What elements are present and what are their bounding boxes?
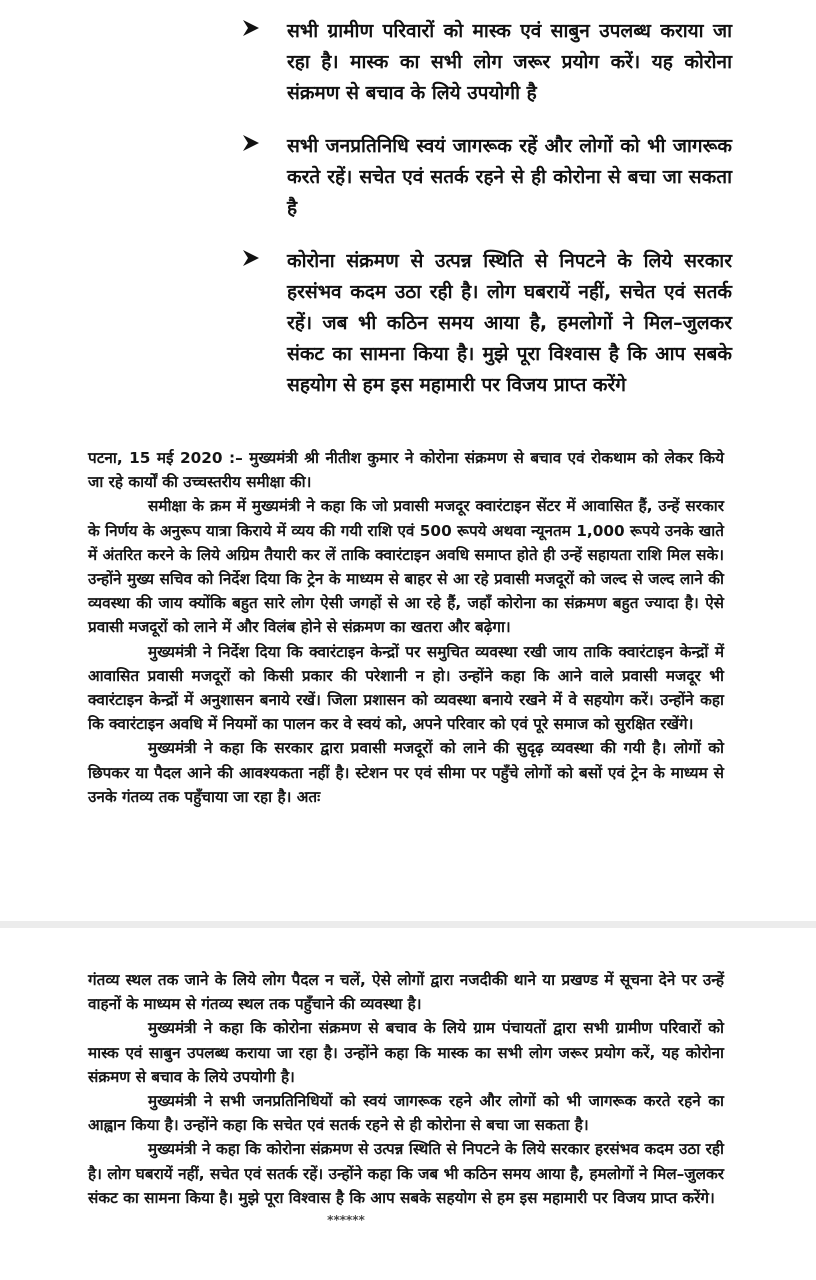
body-paragraph: मुख्यमंत्री ने कहा कि सरकार द्वारा प्रवासी मजदूरों को लाने की सुदृढ़ व्यवस्था की गयी है। लोगों को छिपकर या पैदल आने की आवश्यकता नहीं है। स्टेशन पर एवं सीमा पर पहुँचे लोगों को बसों एवं ट्रेन के माध्यम से उनके गंतव्य तक पहुँचाया जा रहा है। अतः [88,739,724,806]
body-paragraph: मुख्यमंत्री ने सभी जनप्रतिनिधियों को स्वयं जागरूक रहने और लोगों को भी जागरूक करते रहने का आह्वान किया है। उन्होंने कहा कि सचेत एवं सतर्क रहने से ही कोरोना से बचा जा सकता है। [88,1092,724,1135]
body-paragraph: मुख्यमंत्री ने निर्देश दिया कि क्वारंटाइन केन्द्रों पर समुचित व्यवस्था रखी जाय ताकि क्वारंटाइन केन्द्रों में आवासित प्रवासी मजदूरों को किसी प्रकार की परेशानी न हो। उन्होंने कहा कि आने वाले प्रवासी मजदूर भी क्वारंटाइन केन्द्रों में अनुशासन बनाये रखें। जिला प्रशासन को व्यवस्था बनाये रखने में वे सहयोग करें। उन्होंने कहा कि क्वारंटाइन अवधि में नियमों का पालन कर वे स्वयं को, अपने परिवार को एवं पूरे समाज को सुरक्षित रखेंगे। [88,642,724,734]
body-paragraph: समीक्षा के क्रम में मुख्यमंत्री ने कहा कि जो प्रवासी मजदूर क्वारंटाइन सेंटर में आवासित हैं, उन्हें सरकार के निर्णय के अनुरूप यात्रा किराये में व्यय की गयी राशि एवं 500 रूपये अथवा न्यूनतम 1,000 रूपये उनके खाते में अंतरित करने के लिये अग्रिम तैयारी कर लें ताकि क्वारंटाइन अवधि समाप्त होते ही उन्हें सहायता राशि मिल सके। उन्होंने मुख्य सचिव को निर्देश दिया कि ट्रेन के माध्यम से बाहर से आ रहे प्रवासी मजदूरों को जल्द से जल्द लाने की व्यवस्था की जाय क्योंकि बहुत सारे लोग ऐसी जगहों से आ रहे हैं, जहाँ कोरोना का संक्रमण बहुत ज्यादा है। ऐसे प्रवासी मजदूरों को लाने में और विलंब होने से संक्रमण का खतरा और बढ़ेगा। [88,497,724,637]
arrowhead-bullet-icon [242,134,260,152]
body-paragraph: मुख्यमंत्री ने कहा कि कोरोना संक्रमण से बचाव के लिये ग्राम पंचायतों द्वारा सभी ग्रामीण परिवारों को मास्क एवं साबुन उपलब्ध कराया जा रहा है। उन्होंने कहा कि मास्क का सभी लोग जरूर प्रयोग करें, यह कोरोना संक्रमण से बचाव के लिये उपयोगी है। [88,1019,724,1086]
key-point-item [242,131,732,224]
body-paragraph: मुख्यमंत्री ने कहा कि कोरोना संक्रमण से उत्पन्न स्थिति से निपटने के लिये सरकार हरसंभव कदम उठा रही है। लोग घबरायें नहीं, सचेत एवं सतर्क रहें। उन्होंने कहा कि जब भी कठिन समय आया है, हमलोगों ने मिल–जुलकर संकट का सामना किया है। मुझे पूरा विश्वास है कि आप सबके सहयोग से हम इस महामारी पर विजय प्राप्त करेंगे। [88,1140,724,1207]
dateline-paragraph: पटना, 15 मई 2020 :– मुख्यमंत्री श्री नीतीश कुमार ने कोरोना संक्रमण से बचाव एवं रोकथाम को लेकर किये जा रहे कार्यों की उच्चस्तरीय समीक्षा की। [88,449,724,492]
key-point-text: सभी ग्रामीण परिवारों को मास्क एवं साबुन उपलब्ध कराया जा रहा है। मास्क का सभी लोग जरूर प्रयोग करें। यह कोरोना संक्रमण से बचाव के लिये उपयोगी है [287,20,732,104]
press-release-body-page-1 [88,446,724,809]
body-paragraph: गंतव्य स्थल तक जाने के लिये लोग पैदल न चलें, ऐसे लोगों द्वारा नजदीकी थाने या प्रखण्ड में सूचना देने पर उन्हें वाहनों के माध्यम से गंतव्य स्थल तक पहुँचाने की व्यवस्था है। [88,971,724,1014]
end-of-release-marker: ****** [327,1213,365,1228]
key-point-item [242,246,732,401]
arrowhead-bullet-icon [242,19,260,37]
document-page-2 [0,928,816,1280]
arrowhead-bullet-icon [242,249,260,267]
key-point-text: सभी जनप्रतिनिधि स्वयं जागरूक रहें और लोगों को भी जागरूक करते रहें। सचेत एवं सतर्क रहने से ही कोरोना से बचा जा सकता है [287,135,732,219]
key-point-item [242,16,732,109]
page-break-divider [0,921,816,928]
key-points-list [242,16,732,423]
press-release-body-page-2 [88,968,724,1228]
key-point-text: कोरोना संक्रमण से उत्पन्न स्थिति से निपटने के लिये सरकार हरसंभव कदम उठा रही है। लोग घबरायें नहीं, सचेत एवं सतर्क रहें। जब भी कठिन समय आया है, हमलोगों ने मिल–जुलकर संकट का सामना किया है। मुझे पूरा विश्वास है कि आप सबके सहयोग से हम इस महामारी पर विजय प्राप्त करेंगे [287,250,732,396]
